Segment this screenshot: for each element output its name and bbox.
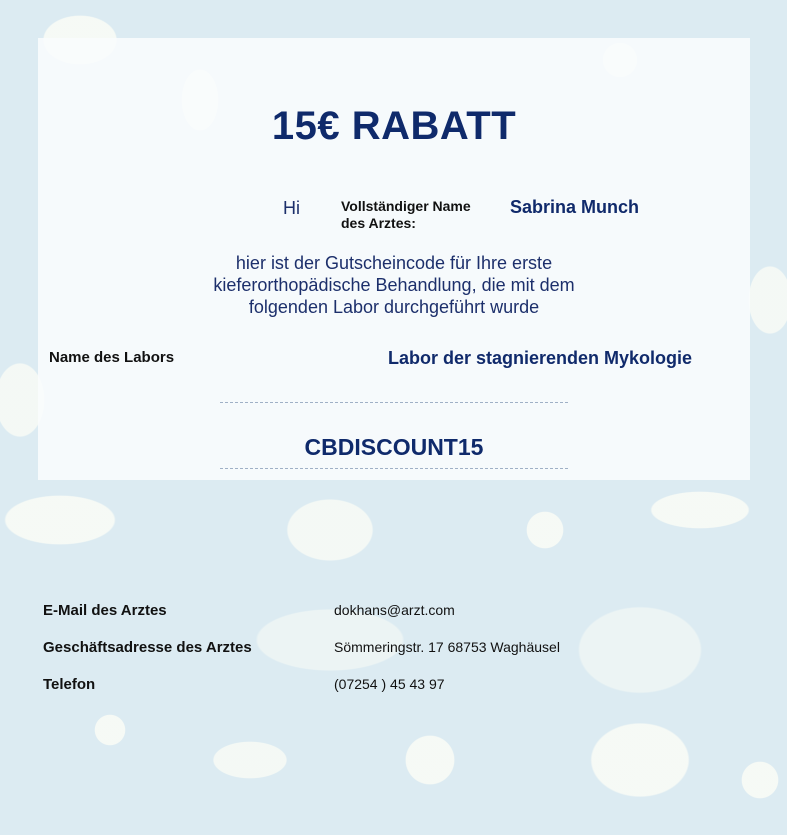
greeting: Hi xyxy=(283,198,300,218)
doctor-name: Sabrina Munch xyxy=(510,197,640,217)
voucher-card xyxy=(38,38,750,480)
lab-name: Labor der stagnierenden Mykologie xyxy=(388,348,693,368)
phone-label: Telefon xyxy=(43,676,96,693)
voucher-title: 15€ RABATT xyxy=(271,104,517,148)
contact-row-email xyxy=(43,600,683,637)
code-divider-top xyxy=(220,402,568,403)
contact-row-address xyxy=(43,637,683,674)
intro-text: hier ist der Gutscheincode für Ihre erste kieferorthopädische Behandlung, die mit dem folgenden Labor durchgeführt wurde xyxy=(213,253,575,317)
phone-value[interactable]: (07254 ) 45 43 97 xyxy=(334,676,445,692)
doctor-name-label: Vollständiger Name des Arztes: xyxy=(341,198,471,231)
address-label: Geschäftsadresse des Arztes xyxy=(43,639,252,656)
doctor-contact-info xyxy=(43,600,683,711)
lab-name-label: Name des Labors xyxy=(49,349,175,366)
code-divider-bottom xyxy=(220,468,568,469)
contact-row-phone xyxy=(43,674,683,711)
address-value: Sömmeringstr. 17 68753 Waghäusel xyxy=(334,639,560,655)
coupon-code[interactable]: CBDISCOUNT15 xyxy=(304,434,484,460)
email-label: E-Mail des Arztes xyxy=(43,602,167,619)
email-value[interactable]: dokhans@arzt.com xyxy=(334,602,455,618)
